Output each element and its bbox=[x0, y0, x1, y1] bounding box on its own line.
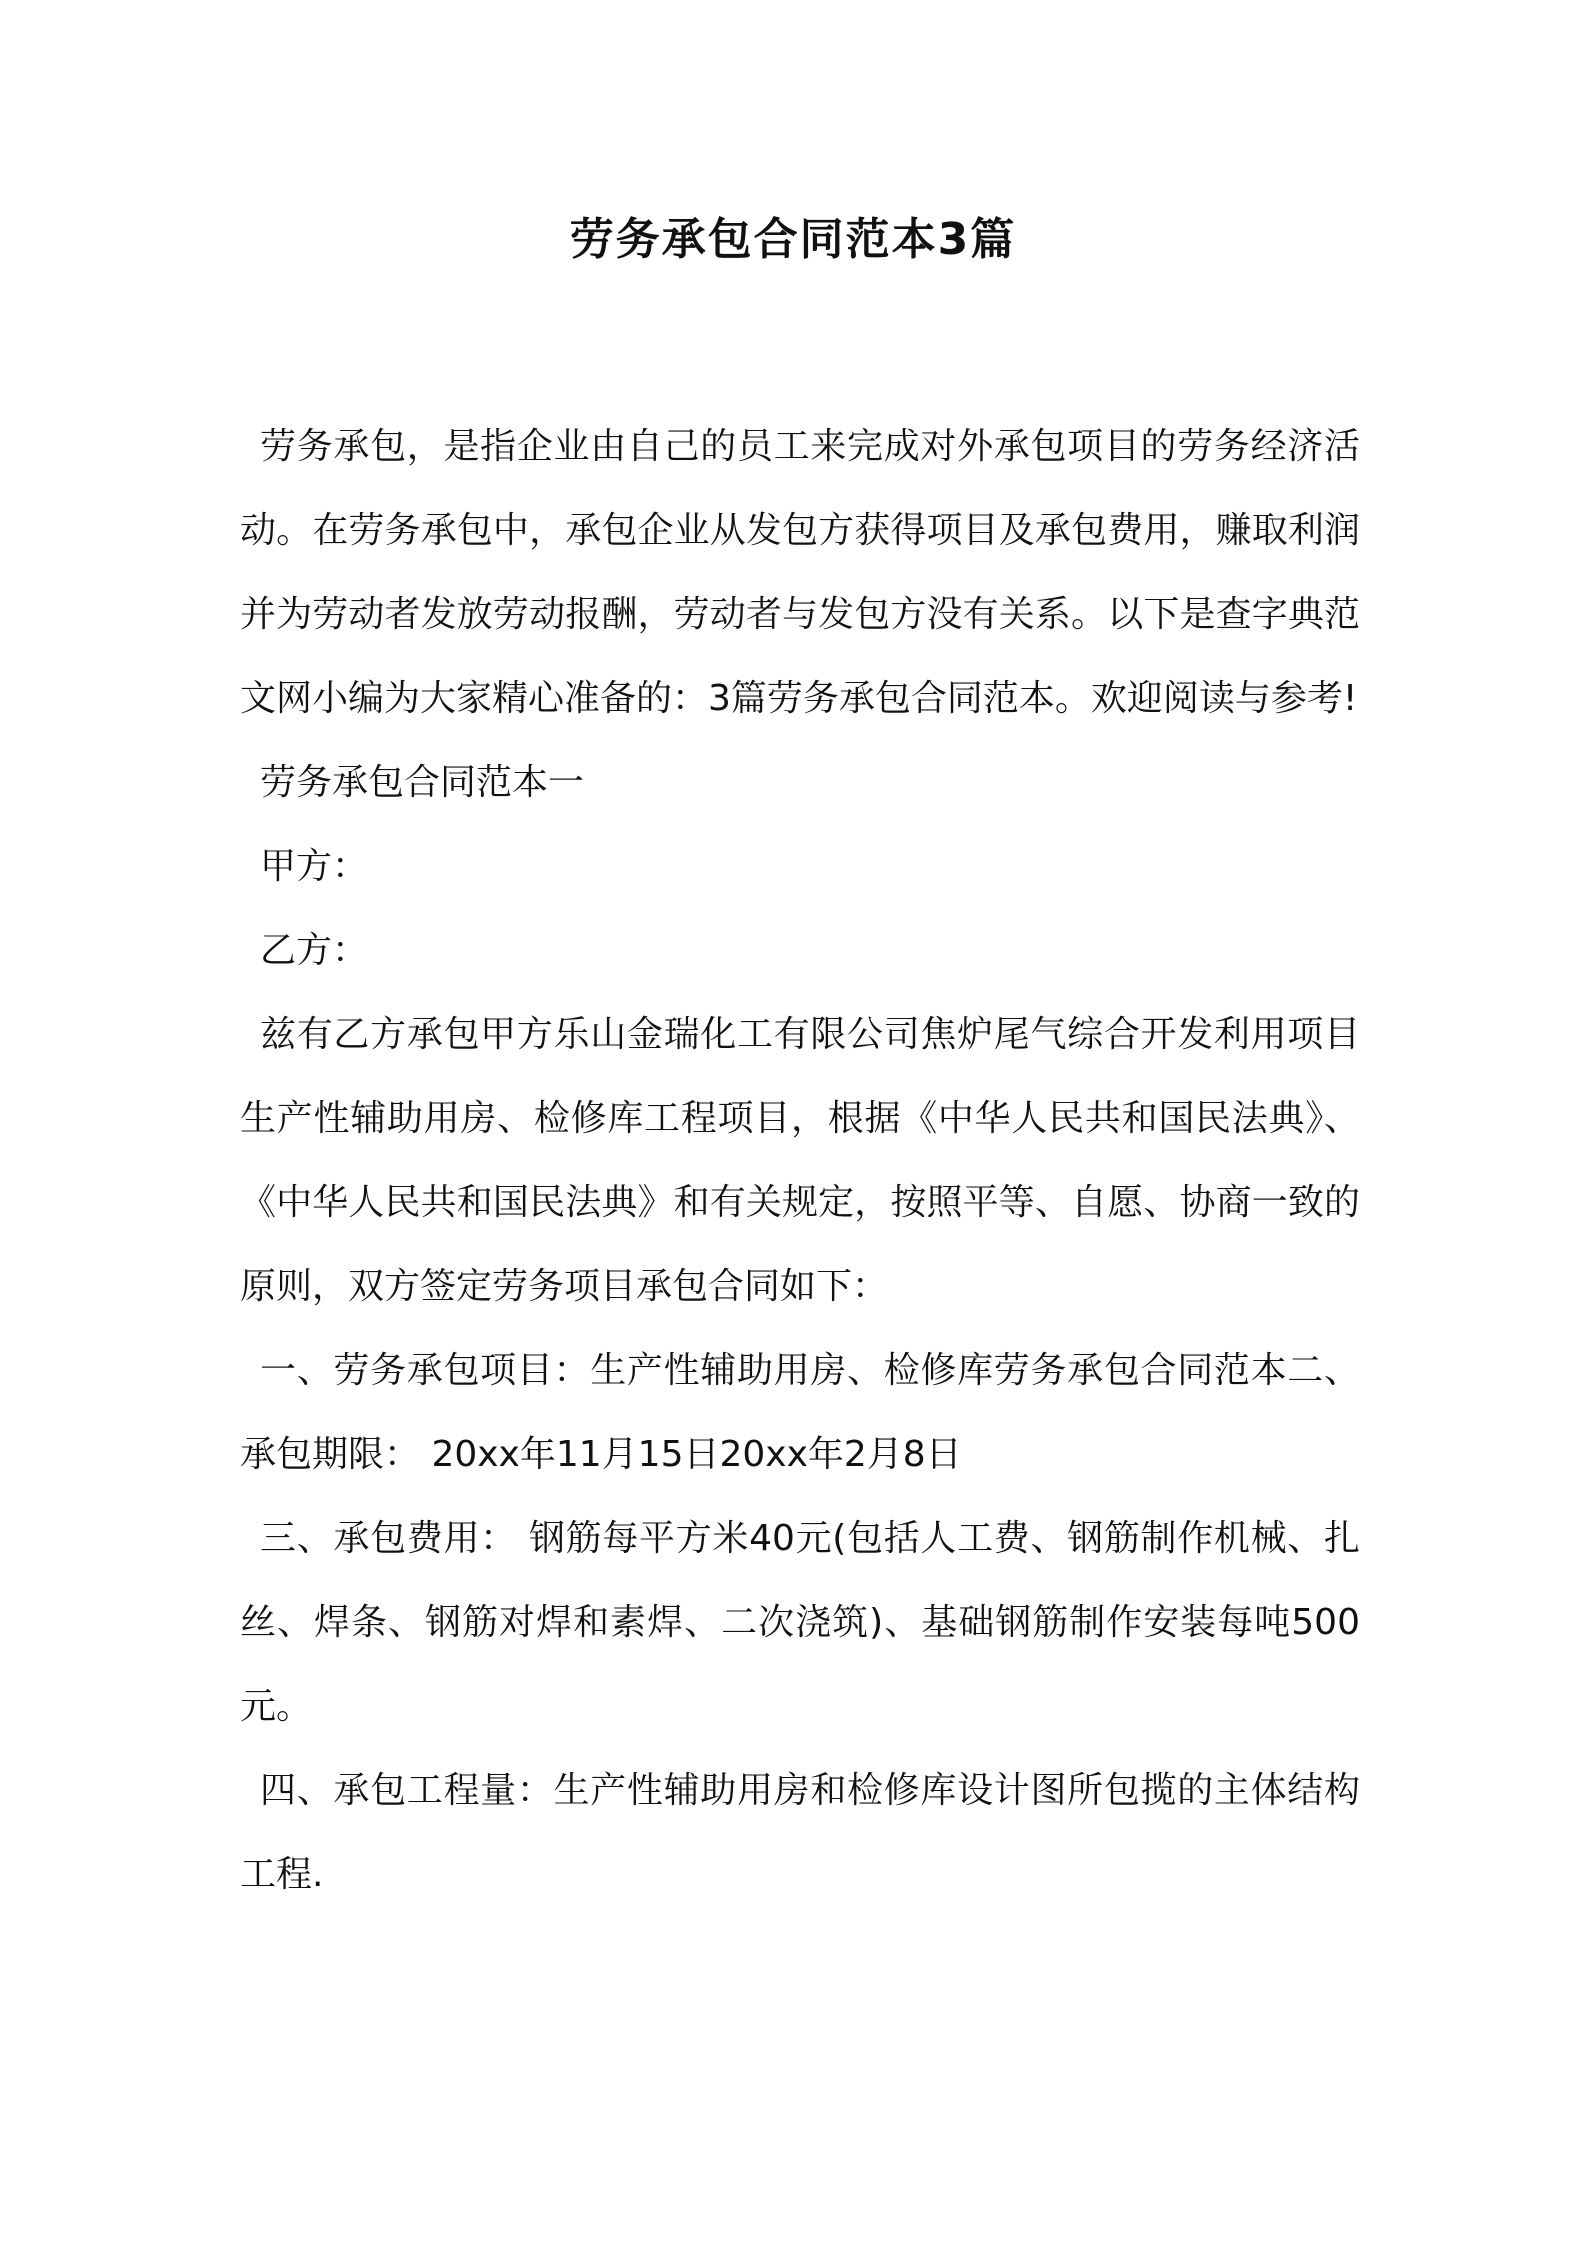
clause-4-workload: 四、承包工程量：生产性辅助用房和检修库设计图所包揽的主体结构工程. bbox=[240, 1770, 1360, 1895]
section-heading-contract-one: 劳务承包合同范本一 bbox=[260, 762, 585, 803]
document-body bbox=[240, 405, 1360, 1917]
clause-1-project-and-term: 一、劳务承包项目：生产性辅助用房、检修库劳务承包合同范本二、承包期限： 20xx年11月15日20xx年2月8日 bbox=[240, 1350, 1360, 1475]
document-title: 劳务承包合同范本3篇 bbox=[569, 214, 1017, 265]
party-b-line: 乙方： bbox=[260, 930, 369, 971]
party-a-line: 甲方： bbox=[260, 846, 369, 887]
clause-3-fees: 三、承包费用： 钢筋每平方米40元(包括人工费、钢筋制作机械、扎丝、焊条、钢筋对焊和素焊、二次浇筑)、基础钢筋制作安装每吨500元。 bbox=[240, 1518, 1360, 1727]
intro-paragraph: 劳务承包，是指企业由自己的员工来完成对外承包项目的劳务经济活动。在劳务承包中，承包企业从发包方获得项目及承包费用，赚取利润并为劳动者发放劳动报酬，劳动者与发包方没有关系。以下是查字典范文网小编为大家精心准备的：3篇劳务承包合同范本。欢迎阅读与参考! bbox=[240, 426, 1360, 719]
contract-preamble-paragraph: 兹有乙方承包甲方乐山金瑞化工有限公司焦炉尾气综合开发利用项目生产性辅助用房、检修库工程项目，根据《中华人民共和国民法典》、《中华人民共和国民法典》和有关规定，按照平等、自愿、协商一致的原则，双方签定劳务项目承包合同如下： bbox=[240, 1014, 1360, 1307]
